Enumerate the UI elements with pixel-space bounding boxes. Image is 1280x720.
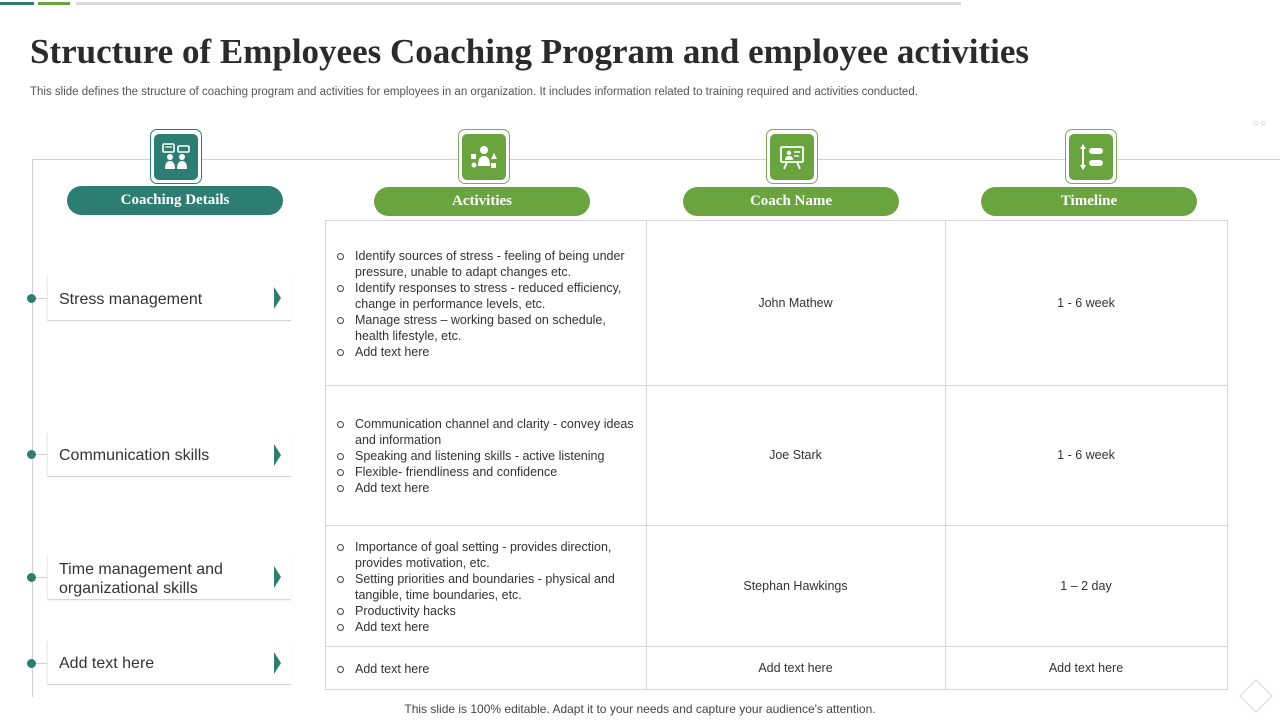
activities-list xyxy=(334,661,634,677)
list-item: Flexible- friendliness and confidence xyxy=(334,464,634,480)
timeline-cell: Add text here xyxy=(1048,661,1124,675)
row-label-text: Time management and organizational skills xyxy=(59,561,223,597)
list-item: Add text here xyxy=(334,661,634,677)
slide-title: Structure of Employees Coaching Program and employee activities xyxy=(30,32,1029,71)
header-timeline: Timeline xyxy=(981,187,1197,216)
chevron-right-icon xyxy=(274,444,281,466)
group-shapes-icon xyxy=(469,142,499,172)
header-coaching-details: Coaching Details xyxy=(67,186,283,215)
list-item: Setting priorities and boundaries - physical and tangible, time boundaries, etc. xyxy=(334,571,634,603)
easel-presenter-icon xyxy=(777,142,807,172)
top-accent-bar-green xyxy=(38,2,70,5)
row-label-text: Communication skills xyxy=(59,447,210,464)
presentation-people-icon xyxy=(161,142,191,172)
list-item: Importance of goal setting - provides direction, provides motivation, etc. xyxy=(334,539,634,571)
row-dot xyxy=(27,450,36,459)
coach-name-cell: Add text here xyxy=(758,661,833,675)
list-item: Productivity hacks xyxy=(334,603,634,619)
list-item: Identify responses to stress - reduced efficiency, change in performance levels, etc. xyxy=(334,280,634,312)
row-label-time-management xyxy=(47,555,291,600)
coach-name-icon-box xyxy=(766,129,818,184)
list-item: Add text here xyxy=(334,344,634,360)
timeline-icon xyxy=(1076,142,1106,172)
header-coach-name: Coach Name xyxy=(683,187,899,216)
row-label-add-text xyxy=(47,641,291,685)
list-item: Manage stress – working based on schedule, health lifestyle, etc. xyxy=(334,312,634,344)
row-divider xyxy=(326,646,1227,647)
timeline-cell: 1 - 6 week xyxy=(1057,296,1115,310)
row-label-communication-skills xyxy=(47,433,291,477)
row-label-text: Add text here xyxy=(59,655,155,672)
row-dot xyxy=(27,294,36,303)
coach-name-cell: John Mathew xyxy=(758,296,833,310)
list-item: Identify sources of stress - feeling of being under pressure, unable to adapt changes etc. xyxy=(334,248,634,280)
activities-icon-box xyxy=(458,129,510,184)
list-item: Add text here xyxy=(334,619,634,635)
top-accent-bar-grey xyxy=(76,2,961,5)
row-divider xyxy=(326,385,1227,386)
slide-footer: This slide is 100% editable. Adapt it to your needs and capture your audience's attention. xyxy=(404,702,876,716)
left-connector-line xyxy=(32,159,33,697)
row-divider xyxy=(326,525,1227,526)
chevron-right-icon xyxy=(274,287,281,309)
slide-subtitle: This slide defines the structure of coaching program and activities for employees in an organization. It includes information related to training required and activities conducted. xyxy=(30,86,918,98)
list-item: Communication channel and clarity - convey ideas and information xyxy=(334,416,634,448)
header-activities: Activities xyxy=(374,187,590,216)
coaching-details-icon-box xyxy=(150,129,202,184)
activities-list xyxy=(334,416,634,496)
coach-name-cell: Joe Stark xyxy=(769,448,822,462)
row-label-text: Stress management xyxy=(59,291,203,308)
timeline-cell: 1 - 6 week xyxy=(1057,448,1115,462)
top-accent-bar-teal xyxy=(0,2,34,5)
row-label-stress-management xyxy=(47,276,291,321)
chevron-right-icon xyxy=(274,566,281,588)
activities-list xyxy=(334,248,634,360)
chevron-right-icon xyxy=(274,652,281,674)
list-item: Speaking and listening skills - active listening xyxy=(334,448,634,464)
coaching-table xyxy=(325,220,1228,690)
coach-name-cell: Stephan Hawkings xyxy=(743,579,848,593)
activities-list xyxy=(334,539,634,635)
more-dots-icon: ○○ xyxy=(1253,118,1268,129)
row-dot xyxy=(27,659,36,668)
list-item: Add text here xyxy=(334,480,634,496)
timeline-icon-box xyxy=(1065,129,1117,184)
row-dot xyxy=(27,573,36,582)
timeline-cell: 1 – 2 day xyxy=(1060,579,1112,593)
